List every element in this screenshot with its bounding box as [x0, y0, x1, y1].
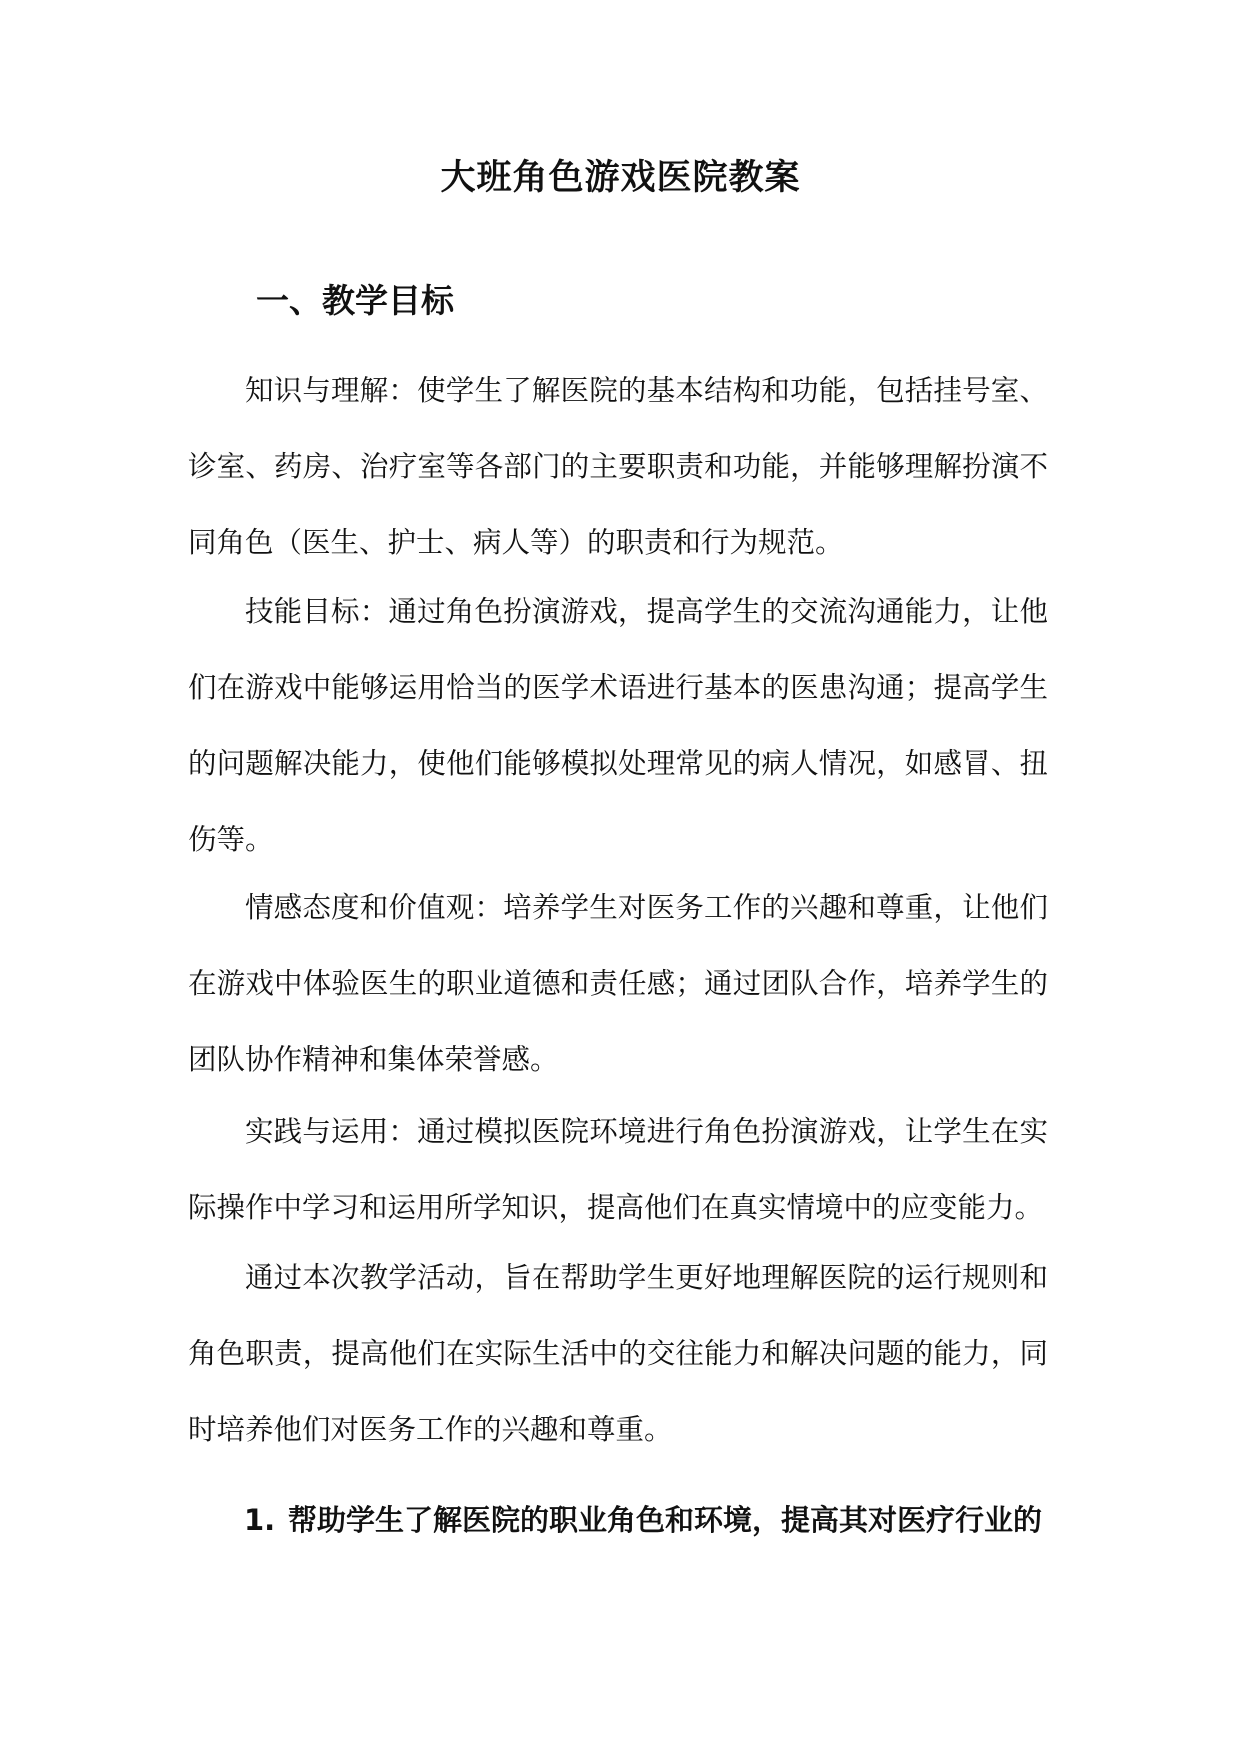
- numbered-item: [244, 1494, 1064, 1546]
- page-title: 大班角色游戏医院教案: [440, 157, 801, 198]
- paragraph-attitude: 情感态度和价值观：培养学生对医务工作的兴趣和尊重，让他们在游戏中体验医生的职业道德和责任感；通过团队合作，培养学生的团队协作精神和集体荣誉感。: [188, 891, 1048, 1076]
- paragraph-knowledge: 知识与理解：使学生了解医院的基本结构和功能，包括挂号室、诊室、药房、治疗室等各部门的主要职责和功能，并能够理解扮演不同角色（医生、护士、病人等）的职责和行为规范。: [188, 374, 1048, 559]
- numbered-item-text: 帮助学生了解医院的职业角色和环境，提高其对医疗行业的: [288, 1503, 1043, 1537]
- section-heading: 一、教学目标: [256, 281, 454, 320]
- paragraph-practice: 实践与运用：通过模拟医院环境进行角色扮演游戏，让学生在实际操作中学习和运用所学知识，提高他们在真实情境中的应变能力。: [188, 1115, 1048, 1224]
- paragraph-skills: 技能目标：通过角色扮演游戏，提高学生的交流沟通能力，让他们在游戏中能够运用恰当的医学术语进行基本的医患沟通；提高学生的问题解决能力，使他们能够模拟处理常见的病人情况，如感冒、扭伤等。: [188, 595, 1048, 856]
- paragraph-summary: 通过本次教学活动，旨在帮助学生更好地理解医院的运行规则和角色职责，提高他们在实际生活中的交往能力和解决问题的能力，同时培养他们对医务工作的兴趣和尊重。: [188, 1261, 1048, 1446]
- numbered-item-number: 1.: [244, 1503, 276, 1537]
